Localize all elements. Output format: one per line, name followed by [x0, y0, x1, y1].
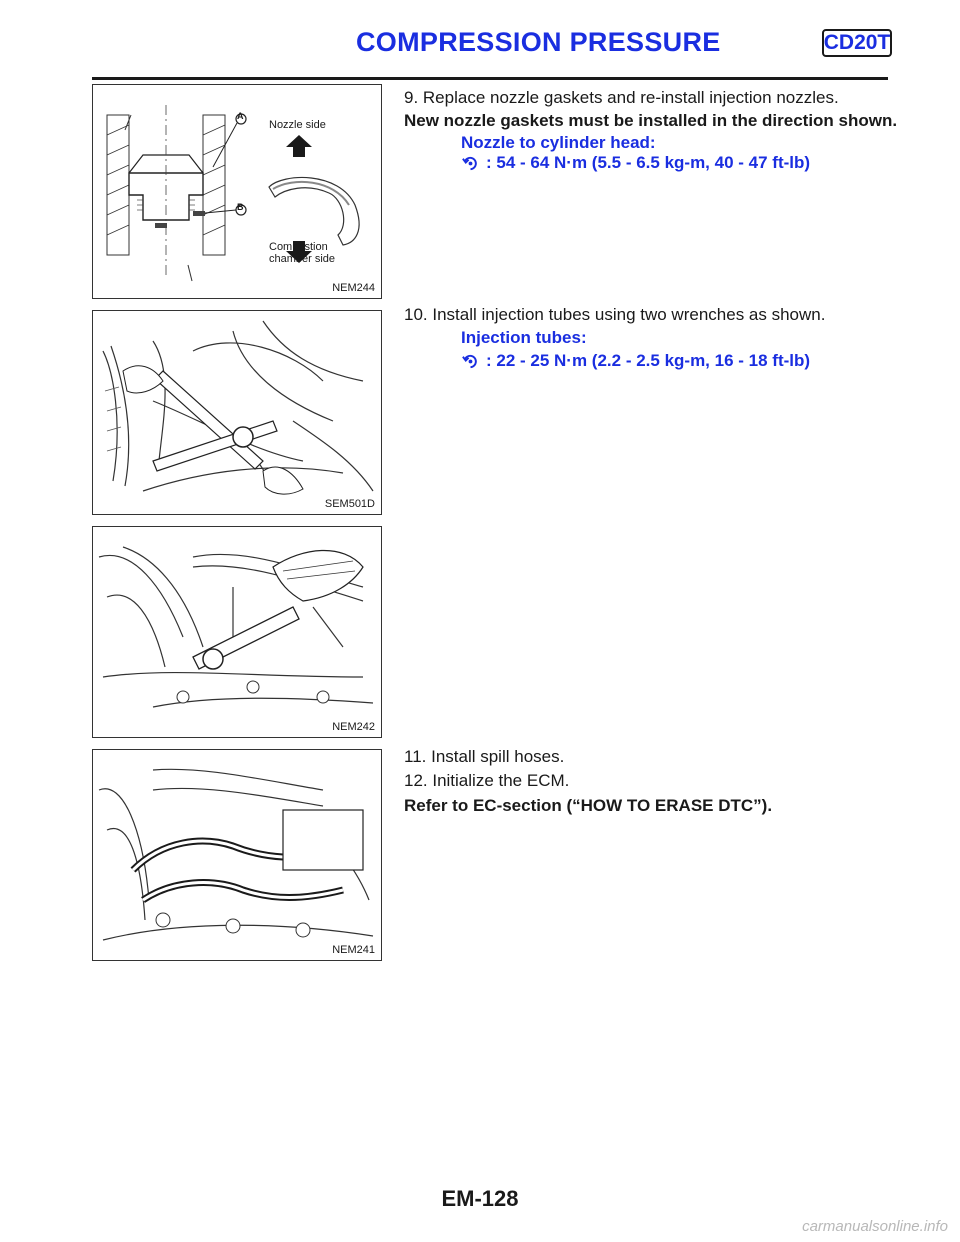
- page-title: COMPRESSION PRESSURE: [356, 26, 721, 57]
- step-10: 10. Install injection tubes using two wrenches as shown.: [404, 305, 826, 324]
- step-11: 11. Install spill hoses.: [404, 747, 565, 766]
- step-9-note: New nozzle gaskets must be installed in the direction shown.: [404, 111, 898, 130]
- label-combustion: Combustion: [269, 241, 328, 253]
- figure-caption: NEM241: [332, 944, 375, 956]
- step-10-spec-title: Injection tubes:: [461, 328, 587, 347]
- label-chamber-side: chamber side: [269, 253, 336, 265]
- step-10-spec-line: [461, 351, 810, 371]
- figure-caption: NEM242: [332, 721, 375, 733]
- engine-code-badge: CD20T: [822, 29, 892, 57]
- figure-caption: NEM244: [332, 282, 375, 294]
- step-9-spec-value: : 54 - 64 N·m (5.5 - 6.5 kg-m, 40 - 47 ft-lb): [486, 153, 811, 172]
- label-nozzle-side: Nozzle side: [269, 119, 326, 131]
- figure-caption: SEM501D: [324, 498, 375, 510]
- header-divider: [92, 77, 888, 80]
- figure-nozzle-gasket: [92, 84, 382, 299]
- step-12-note: Refer to EC-section (“HOW TO ERASE DTC”).: [404, 796, 773, 815]
- step-12: 12. Initialize the ECM.: [404, 771, 570, 790]
- spill-hose-illustration: [93, 750, 381, 960]
- watermark: carmanualsonline.info: [802, 1218, 948, 1235]
- figure-wrench-tightening: [92, 526, 382, 738]
- engine-wrench-illustration: [93, 527, 381, 737]
- wrench-illustration: [93, 311, 381, 514]
- step-10-spec-value: : 22 - 25 N·m (2.2 - 2.5 kg-m, 16 - 18 ft-lb): [486, 351, 811, 370]
- torque-wrench-icon: [461, 154, 480, 173]
- torque-wrench-icon: [461, 352, 480, 371]
- step-9: 9. Replace nozzle gaskets and re-install injection nozzles.: [404, 88, 839, 107]
- step-9-spec-title: Nozzle to cylinder head:: [461, 133, 656, 152]
- page-number: EM-128: [441, 1186, 519, 1211]
- callout-a: A: [237, 111, 244, 121]
- step-9-spec-line: [461, 153, 810, 173]
- callout-b: B: [237, 202, 244, 212]
- figure-injection-tubes-wrenches: [92, 310, 382, 515]
- figure-spill-hoses: [92, 749, 382, 961]
